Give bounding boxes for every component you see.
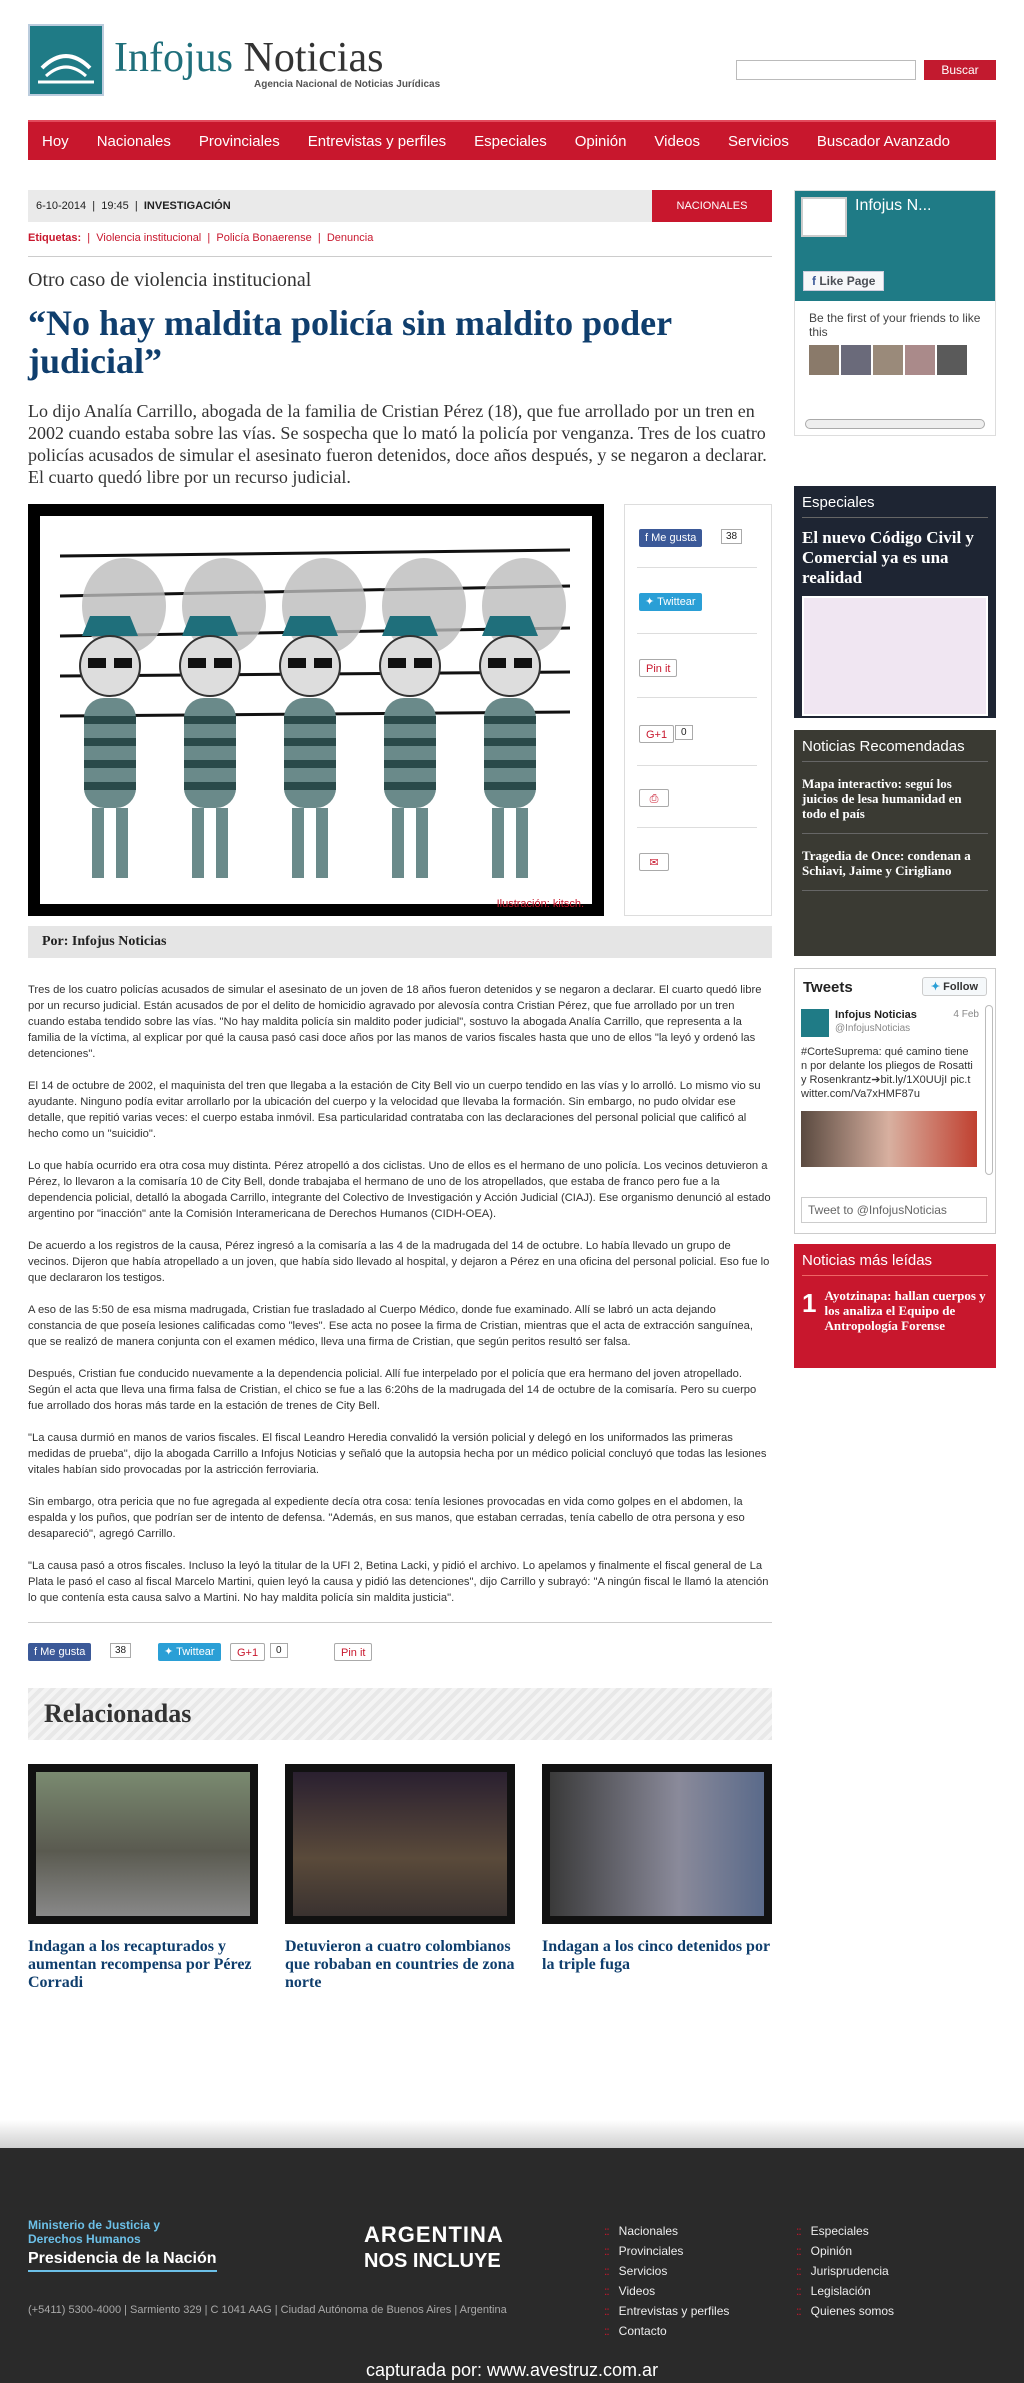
- prisoner-figure-icon: [180, 558, 266, 878]
- article-lead: Lo dijo Analía Carrillo, abogada de la familia de Cristian Pérez (18), que fue arrollado por un tren en 2002 cuando estaba sobre las vías. Se sospecha que lo mató la policía por venganza. Tres de los cuatro policías acusados de simular el asesinato fueron detenidos, doce años después, y se negaron a declarar. El cuarto quedó libre por un recurso judicial.: [28, 401, 767, 487]
- footer-link[interactable]: :: Nacionales: [604, 2224, 678, 2238]
- footer-link[interactable]: :: Legislación: [796, 2284, 871, 2298]
- nav-item-hoy[interactable]: Hoy: [42, 132, 69, 150]
- author-bar: Por: Infojus Noticias: [28, 926, 772, 958]
- especiales-widget: [794, 486, 996, 718]
- prisoner-figure-icon: [380, 558, 466, 878]
- like-count: 38: [721, 529, 742, 544]
- facebook-like-button-bottom[interactable]: f Me gusta: [28, 1643, 91, 1661]
- related-item[interactable]: [542, 1764, 772, 1992]
- article-paragraph: Sin embargo, otra pericia que no fue agregada al expediente decía otra cosa: tenía lesiones provocadas en vida como golpes en el abdomen, la espalda y los puños, que podrían ser de intento de defensa. "Además, en sus manos, que estaban cerradas, tenía cabello de otra persona y eso desapareció", agregó Carrillo.: [28, 1496, 745, 1540]
- facebook-icon: f: [645, 532, 652, 544]
- related-item[interactable]: [285, 1764, 515, 1992]
- footer-link[interactable]: :: Servicios: [604, 2264, 667, 2278]
- article-kicker: Otro caso de violencia institucional: [28, 269, 312, 291]
- nav-item-servicios[interactable]: Servicios: [728, 132, 789, 150]
- avatar[interactable]: [905, 345, 935, 375]
- especiales-item[interactable]: El nuevo Código Civil y Comercial ya es una realidad: [802, 528, 974, 587]
- vertical-scrollbar[interactable]: [985, 1005, 993, 1175]
- tweet-handle[interactable]: @InfojusNoticias: [835, 1023, 911, 1034]
- twitter-icon: ✦: [164, 1646, 177, 1658]
- facebook-friends-text: Be the first of your friends to like this: [809, 311, 981, 339]
- tweets-title: Tweets: [803, 979, 853, 996]
- especiales-image[interactable]: [802, 596, 988, 716]
- article-time: 19:45: [101, 200, 129, 212]
- nav-item-opinion[interactable]: Opinión: [574, 132, 627, 150]
- article-column: [28, 190, 772, 1992]
- article-paragraph: Lo que había ocurrido era otra cosa muy distinta. Pérez atropelló a dos ciclistas. Uno de ellos es el hermano de uno policía. Los vecinos detuvieron a Pérez, lo llevaron a la comisaría 10 de City Bell, donde trabajaba el hermano de uno de los atropellados, que estaba de franco pero fue a la dependencia policial, detalló la abogada Carrillo, integrante del Colectivo de Investigación y Acción Judicial (CIAJ). Ese organismo denunció al estado argentino por "inacción" ante la Comisión Interamericana de Derechos Humanos (CIDH-OEA).: [28, 1160, 771, 1220]
- especiales-title[interactable]: Especiales: [802, 494, 988, 518]
- bottom-share-bar: [28, 1622, 772, 1659]
- section-badge[interactable]: NACIONALES: [652, 190, 772, 222]
- tag-link[interactable]: Policía Bonaerense: [216, 232, 312, 244]
- tweet-user[interactable]: Infojus Noticias: [835, 1009, 917, 1021]
- horizontal-scrollbar[interactable]: [805, 419, 985, 429]
- related-photo[interactable]: [285, 1764, 515, 1924]
- footer-link[interactable]: :: Videos: [604, 2284, 655, 2298]
- related-photo[interactable]: [542, 1764, 772, 1924]
- like-count-bottom: 38: [110, 1643, 131, 1658]
- footer-link[interactable]: :: Especiales: [796, 2224, 869, 2238]
- tweet-text: #CorteSuprema: qué camino tienen por delante los pliegos de Rosatti y Rosenkrantz➔bit.ly/1X0UUjI pic.twitter.com/Va7xHMF87u: [801, 1046, 973, 1100]
- gplus-button-bottom[interactable]: G+1: [230, 1643, 265, 1661]
- article-paragraph: Tres de los cuatro policías acusados de simular el asesinato de un joven de 18 años fueron detenidos y se negaron a declarar. El cuarto quedó libre por un recurso judicial. Están acusados de por el delito de homicidio agravado por alevosía contra Cristian Pérez, que fue arrollado por un tren cuando estaba tendido sobre las vías. "No hay maldita policía sin maldito poder judicial", sostuvo la abogada Analía Carrillo, que representa a la familia de la víctima, al explicar por qué la causa pasó casi doce años por las manos de varios fiscales hasta que uno de ellos "la leyó y ordenó las detenciones".: [28, 984, 762, 1060]
- recomendadas-title[interactable]: Noticias Recomendadas: [802, 738, 988, 762]
- illustration-credit: Ilustración: kitsch.: [496, 898, 584, 910]
- lineup-illustration-icon: [40, 516, 592, 904]
- nav-item-especiales[interactable]: Especiales: [474, 132, 547, 150]
- sidebar: [794, 190, 996, 1368]
- mas-leidas-widget: [794, 1244, 996, 1368]
- share-column: [624, 504, 772, 916]
- prisoner-figure-icon: [80, 558, 166, 878]
- presidency-logo-text[interactable]: Presidencia de la Nación: [28, 2250, 217, 2272]
- rank-number: 1: [802, 1288, 817, 1318]
- footer-address: (+5411) 5300-4000 | Sarmiento 329 | C 1041 AAG | Ciudad Autónoma de Buenos Aires | Argentina: [28, 2304, 507, 2316]
- tags-label: Etiquetas:: [28, 232, 82, 244]
- ministry-logo-text[interactable]: Ministerio de Justicia y Derechos Humanos: [28, 2218, 161, 2246]
- site-logo-subtitle: Agencia Nacional de Noticias Jurídicas: [254, 79, 441, 90]
- related-title[interactable]: Detuvieron a cuatro colombianos que robaban en countries de zona norte: [285, 1938, 515, 1991]
- nav-item-provinciales[interactable]: Provinciales: [198, 132, 280, 150]
- facebook-icon: f: [34, 1646, 41, 1658]
- nav-item-nacionales[interactable]: Nacionales: [96, 132, 171, 150]
- avatar[interactable]: [937, 345, 967, 375]
- print-icon[interactable]: ⎙: [639, 789, 669, 807]
- facebook-faces: [795, 339, 995, 381]
- site-logo-text[interactable]: Infojus Noticias: [114, 35, 384, 81]
- tweet-date[interactable]: 4 Feb: [953, 1009, 979, 1020]
- article-date: 6-10-2014: [36, 200, 87, 212]
- article-meta-bar: 6-10-2014 | 19:45 | INVESTIGACIÓN NACIONALES: [28, 190, 772, 222]
- footer-link[interactable]: :: Entrevistas y perfiles: [604, 2304, 729, 2318]
- search-input[interactable]: [736, 60, 916, 80]
- facebook-page-avatar: [801, 197, 847, 237]
- main-nav: [28, 120, 996, 160]
- twitter-widget: [794, 968, 996, 1234]
- tweet-button[interactable]: ✦ Twittear: [639, 593, 702, 611]
- twitter-avatar[interactable]: [801, 1009, 829, 1037]
- infojus-logo-icon[interactable]: [28, 24, 104, 96]
- tag-link[interactable]: Denuncia: [326, 232, 374, 244]
- slogan-line-2: NOS INCLUYE: [364, 2250, 501, 2272]
- facebook-icon: f: [812, 274, 820, 288]
- mas-leidas-title[interactable]: Noticias más leídas: [802, 1252, 988, 1276]
- gplus-count-bottom: 0: [270, 1643, 288, 1658]
- footer-link[interactable]: :: Contacto: [604, 2324, 667, 2338]
- related-title[interactable]: Indagan a los recapturados y aumentan recompensa por Pérez Corradi: [28, 1938, 252, 1991]
- slogan-line-1: ARGENTINA: [364, 2222, 504, 2247]
- gplus-count: 0: [675, 725, 693, 740]
- follow-button[interactable]: ✦ Follow: [922, 977, 987, 996]
- article-body: [28, 982, 772, 1606]
- facebook-cover[interactable]: [795, 191, 995, 301]
- nav-item-entrevistas[interactable]: Entrevistas y perfiles: [307, 132, 447, 150]
- facebook-like-button[interactable]: f Me gusta: [639, 529, 702, 547]
- facebook-page-name[interactable]: Infojus N...: [855, 197, 932, 214]
- pinterest-button[interactable]: Pin it: [639, 659, 677, 677]
- tags-line: Etiquetas: | Violencia institucional | Policía Bonaerense | Denuncia: [28, 232, 772, 257]
- media-row: [28, 504, 772, 916]
- email-icon[interactable]: ✉: [639, 853, 669, 871]
- recomendadas-widget: [794, 730, 996, 956]
- footer-link[interactable]: :: Provinciales: [604, 2244, 683, 2258]
- facebook-like-page-button[interactable]: f Like Page: [803, 271, 884, 291]
- nav-item-videos[interactable]: Videos: [654, 132, 701, 150]
- site-header: [0, 0, 1024, 120]
- article-paragraph: Después, Cristian fue conducido nuevamente a la dependencia policial. Allí fue interpelado por el policía que era hermano del joven atropellado. Según el acta que lleva una firma falsa de Cristian, el chico se fue a las 6:20hs de la madrugada del 14 de octubre de la comisaría. Pero su cuerpo fue arrollado dos horas más tarde en la estación de trenes de City Bell.: [28, 1368, 757, 1412]
- article-paragraph: A eso de las 5:50 de esa misma madrugada, Cristian fue trasladado al Cuerpo Médico, donde fue examinado. Allí se labró un acta dejando constancia de que poseía lesiones calificadas como "leves". Ese acta no posee la firma de Cristian, mientras que el acta de extracción sanguínea, que se realizó de manera conjunta con el examen médico, lleva una firma de Cristian, que según peritos resultó ser falsa.: [28, 1304, 753, 1348]
- prisoner-figure-icon: [280, 558, 366, 878]
- prisoner-figure-icon: [480, 558, 566, 878]
- footer-link[interactable]: :: Quienes somos: [796, 2304, 894, 2318]
- avatar[interactable]: [809, 345, 839, 375]
- related-item[interactable]: [28, 1764, 258, 1992]
- tweet-photo[interactable]: [801, 1111, 977, 1167]
- related-list: [28, 1764, 772, 1992]
- article-category[interactable]: INVESTIGACIÓN: [143, 200, 231, 212]
- tag-link[interactable]: Violencia institucional: [96, 232, 202, 244]
- site-footer: [0, 2148, 1024, 2383]
- mas-leida-link[interactable]: Ayotzinapa: hallan cuerpos y los analiza el Equipo de Antropología Forense: [824, 1288, 986, 1333]
- nav-item-buscador[interactable]: Buscador Avanzado: [816, 132, 951, 150]
- article-paragraph: De acuerdo a los registros de la causa, Pérez ingresó a la comisaría a las 4 de la madrugada del 14 de octubre. Lo había llevado un grupo de vecinos. Dijeron que había atropellado a un joven, que había sido llevado al hospital, y dejaron a Pérez en una oficina del personal policial. Eso fue lo que declararon los testigos.: [28, 1240, 770, 1284]
- capture-credit: capturada por: www.avestruz.com.ar: [365, 2360, 659, 2380]
- facebook-page-widget: [794, 190, 996, 436]
- article-paragraph: El 14 de octubre de 2002, el maquinista del tren que llegaba a la estación de City Bell vio un cuerpo tendido en las vías y lo arrolló. Lo mismo vio su ayudante. Ninguno podía evitar arrollarlo por la ubicación del cuerpo y la velocidad que llevaba la formación. Sin embargo, no pudo olvidar ese detalle, que repitió varias veces: el cuerpo estaba inmóvil. Esa particularidad contrataba con las declaraciones del personal policial que calificó al hecho como un "suicidio".: [28, 1080, 761, 1140]
- recomendada-link[interactable]: Mapa interactivo: seguí los juicios de lesa humanidad en todo el país: [802, 776, 988, 834]
- footer-link[interactable]: :: Jurisprudencia: [796, 2264, 889, 2278]
- recomendada-link[interactable]: Tragedia de Once: condenan a Schiavi, Jaime y Cirigliano: [802, 848, 988, 891]
- related-heading: Relacionadas: [28, 1688, 772, 1740]
- article-headline: “No hay maldita policía sin maldito poder judicial”: [28, 303, 672, 381]
- related-title[interactable]: Indagan a los cinco detenidos por la triple fuga: [542, 1938, 770, 1973]
- related-photo[interactable]: [28, 1764, 258, 1924]
- article-illustration[interactable]: [28, 504, 604, 916]
- tweet-compose-input[interactable]: Tweet to @InfojusNoticias: [801, 1197, 987, 1223]
- tweet-button-bottom[interactable]: ✦ Twittear: [158, 1643, 221, 1661]
- article-paragraph: "La causa pasó a otros fiscales. Incluso la leyó la titular de la UFI 2, Betina Lacki, y pidió el archivo. Lo apelamos y finalmente el fiscal general de La Plata le pasó el caso al fiscal Marcelo Martini, quien leyó la causa y pidió las detenciones", dijo Carrillo y subrayó: "A ningún fiscal le llamó la atención lo que contenía esta causa salvo a Martini. No hay maldita policía sin maldita justicia".: [28, 1560, 769, 1604]
- pinterest-button-bottom[interactable]: Pin it: [334, 1643, 372, 1661]
- search-button[interactable]: Buscar: [924, 60, 996, 80]
- article-paragraph: "La causa durmió en manos de varios fiscales. El fiscal Leandro Heredia convalidó la versión policial y delegó en los uniformados las primeras medidas de prueba", dijo la abogada Carrillo a Infojus Noticias y señaló que la autopsia hecha por un médico policial concluyó que todas las lesiones vitales habían sido provocadas por la astricción ferroviaria.: [28, 1432, 767, 1476]
- footer-shadow: [0, 2120, 1024, 2150]
- twitter-icon: ✦: [930, 981, 944, 993]
- gplus-button[interactable]: G+1: [639, 725, 674, 743]
- avatar[interactable]: [873, 345, 903, 375]
- twitter-icon: ✦: [645, 596, 658, 608]
- footer-link[interactable]: :: Opinión: [796, 2244, 852, 2258]
- avatar[interactable]: [841, 345, 871, 375]
